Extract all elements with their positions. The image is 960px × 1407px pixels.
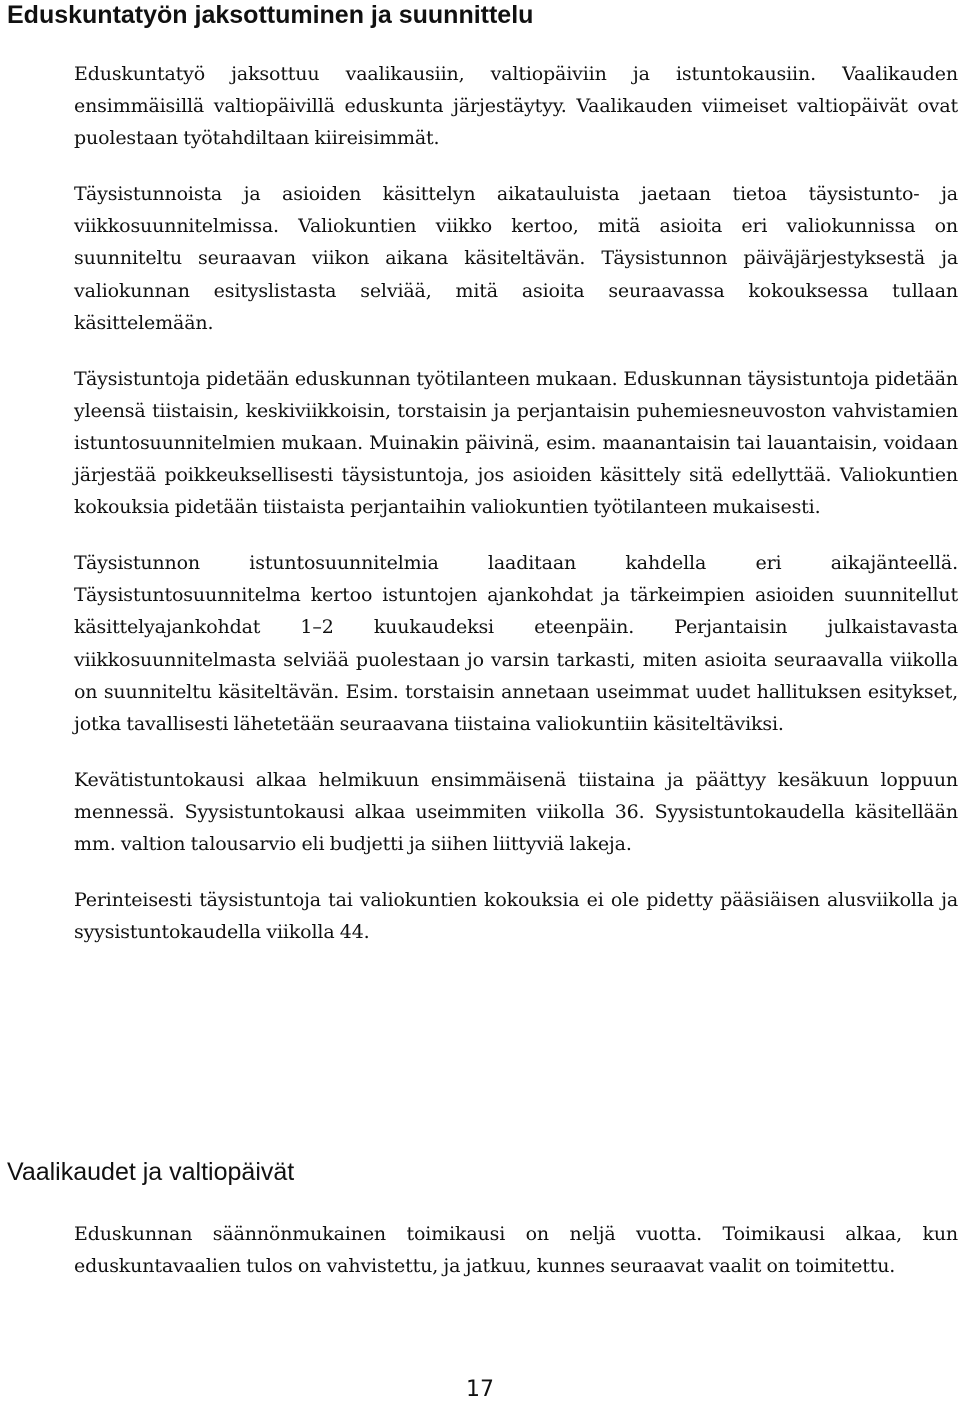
paragraph: Perinteisesti täysistuntoja tai valiokuntien kokouksia ei ole pidetty pääsiäisen alusviikolla ja syysistuntokaudella viikolla 44.	[74, 889, 958, 944]
paragraph: Eduskuntatyö jaksottuu vaalikausiin, valtiopäiviin ja istuntokausiin. Vaalikauden ensimmäisillä valtiopäivillä eduskunta järjestäytyy. Vaalikauden viimeiset valtiopäivät ovat puolestaan työtahdiltaan kiireisimmät.	[74, 63, 958, 150]
section-heading: Vaalikaudet ja valtiopäivät	[7, 1158, 295, 1186]
section-body	[74, 58, 958, 972]
page-number: 17	[466, 1377, 494, 1402]
paragraph: Täysistunnoista ja asioiden käsittelyn aikatauluista jaetaan tietoa täysistunto- ja viikkosuunnitelmissa. Valiokuntien viikko kertoo, mitä asioita eri valiokunnissa on suunniteltu seuraavan viikon aikana käsiteltävän. Täysistunnon päiväjärjestyksestä ja valiokunnan esityslistasta selviää, mitä asioita seuraavassa kokouksessa tullaan käsittelemään.	[74, 183, 958, 334]
paragraph: Eduskunnan säännönmukainen toimikausi on neljä vuotta. Toimikausi alkaa, kun eduskuntavaalien tulos on vahvistettu, ja jatkuu, kunnes seuraavat vaalit on toimitettu.	[74, 1223, 958, 1278]
paragraph: Kevätistuntokausi alkaa helmikuun ensimmäisenä tiistaina ja päättyy kesäkuun loppuun mennessä. Syysistuntokausi alkaa useimmiten viikolla 36. Syysistuntokaudella käsitellään mm. valtion talousarvio eli budjetti ja siihen liittyviä lakeja.	[74, 768, 958, 855]
section-body	[74, 1218, 958, 1306]
paragraph: Täysistunnon istuntosuunnitelmia laaditaan kahdella eri aikajänteellä. Täysistuntosuunnitelma kertoo istuntojen ajankohdat ja tärkeimpien asioiden suunnitellut käsittelyajankohdat 1–2 kuukaudeksi eteenpäin. Perjantaisin julkaistavasta viikkosuunnitelmasta selviää puolestaan jo varsin tarkasti, miten asioita seuraavalla viikolla on suunniteltu käsiteltävän. Esim. torstaisin annetaan useimmat uudet hallituksen esitykset, jotka tavallisesti lähetetään seuraavana tiistaina valiokuntiin käsiteltäviksi.	[74, 552, 958, 735]
paragraph: Täysistuntoja pidetään eduskunnan työtilanteen mukaan. Eduskunnan täysistuntoja pidetään yleensä tiistaisin, keskiviikkoisin, torstaisin ja perjantaisin puhemiesneuvoston vahvistamien istuntosuunnitelmien mukaan. Muinakin päivinä, esim. maanantaisin tai lauantaisin, voidaan järjestää poikkeuksellisesti täysistuntoja, jos asioiden käsittely sitä edellyttää. Valiokuntien kokouksia pidetään tiistaista perjantaihin valiokuntien työtilanteen mukaisesti.	[74, 367, 958, 519]
page-heading: Eduskuntatyön jaksottuminen ja suunnittelu	[7, 1, 534, 29]
